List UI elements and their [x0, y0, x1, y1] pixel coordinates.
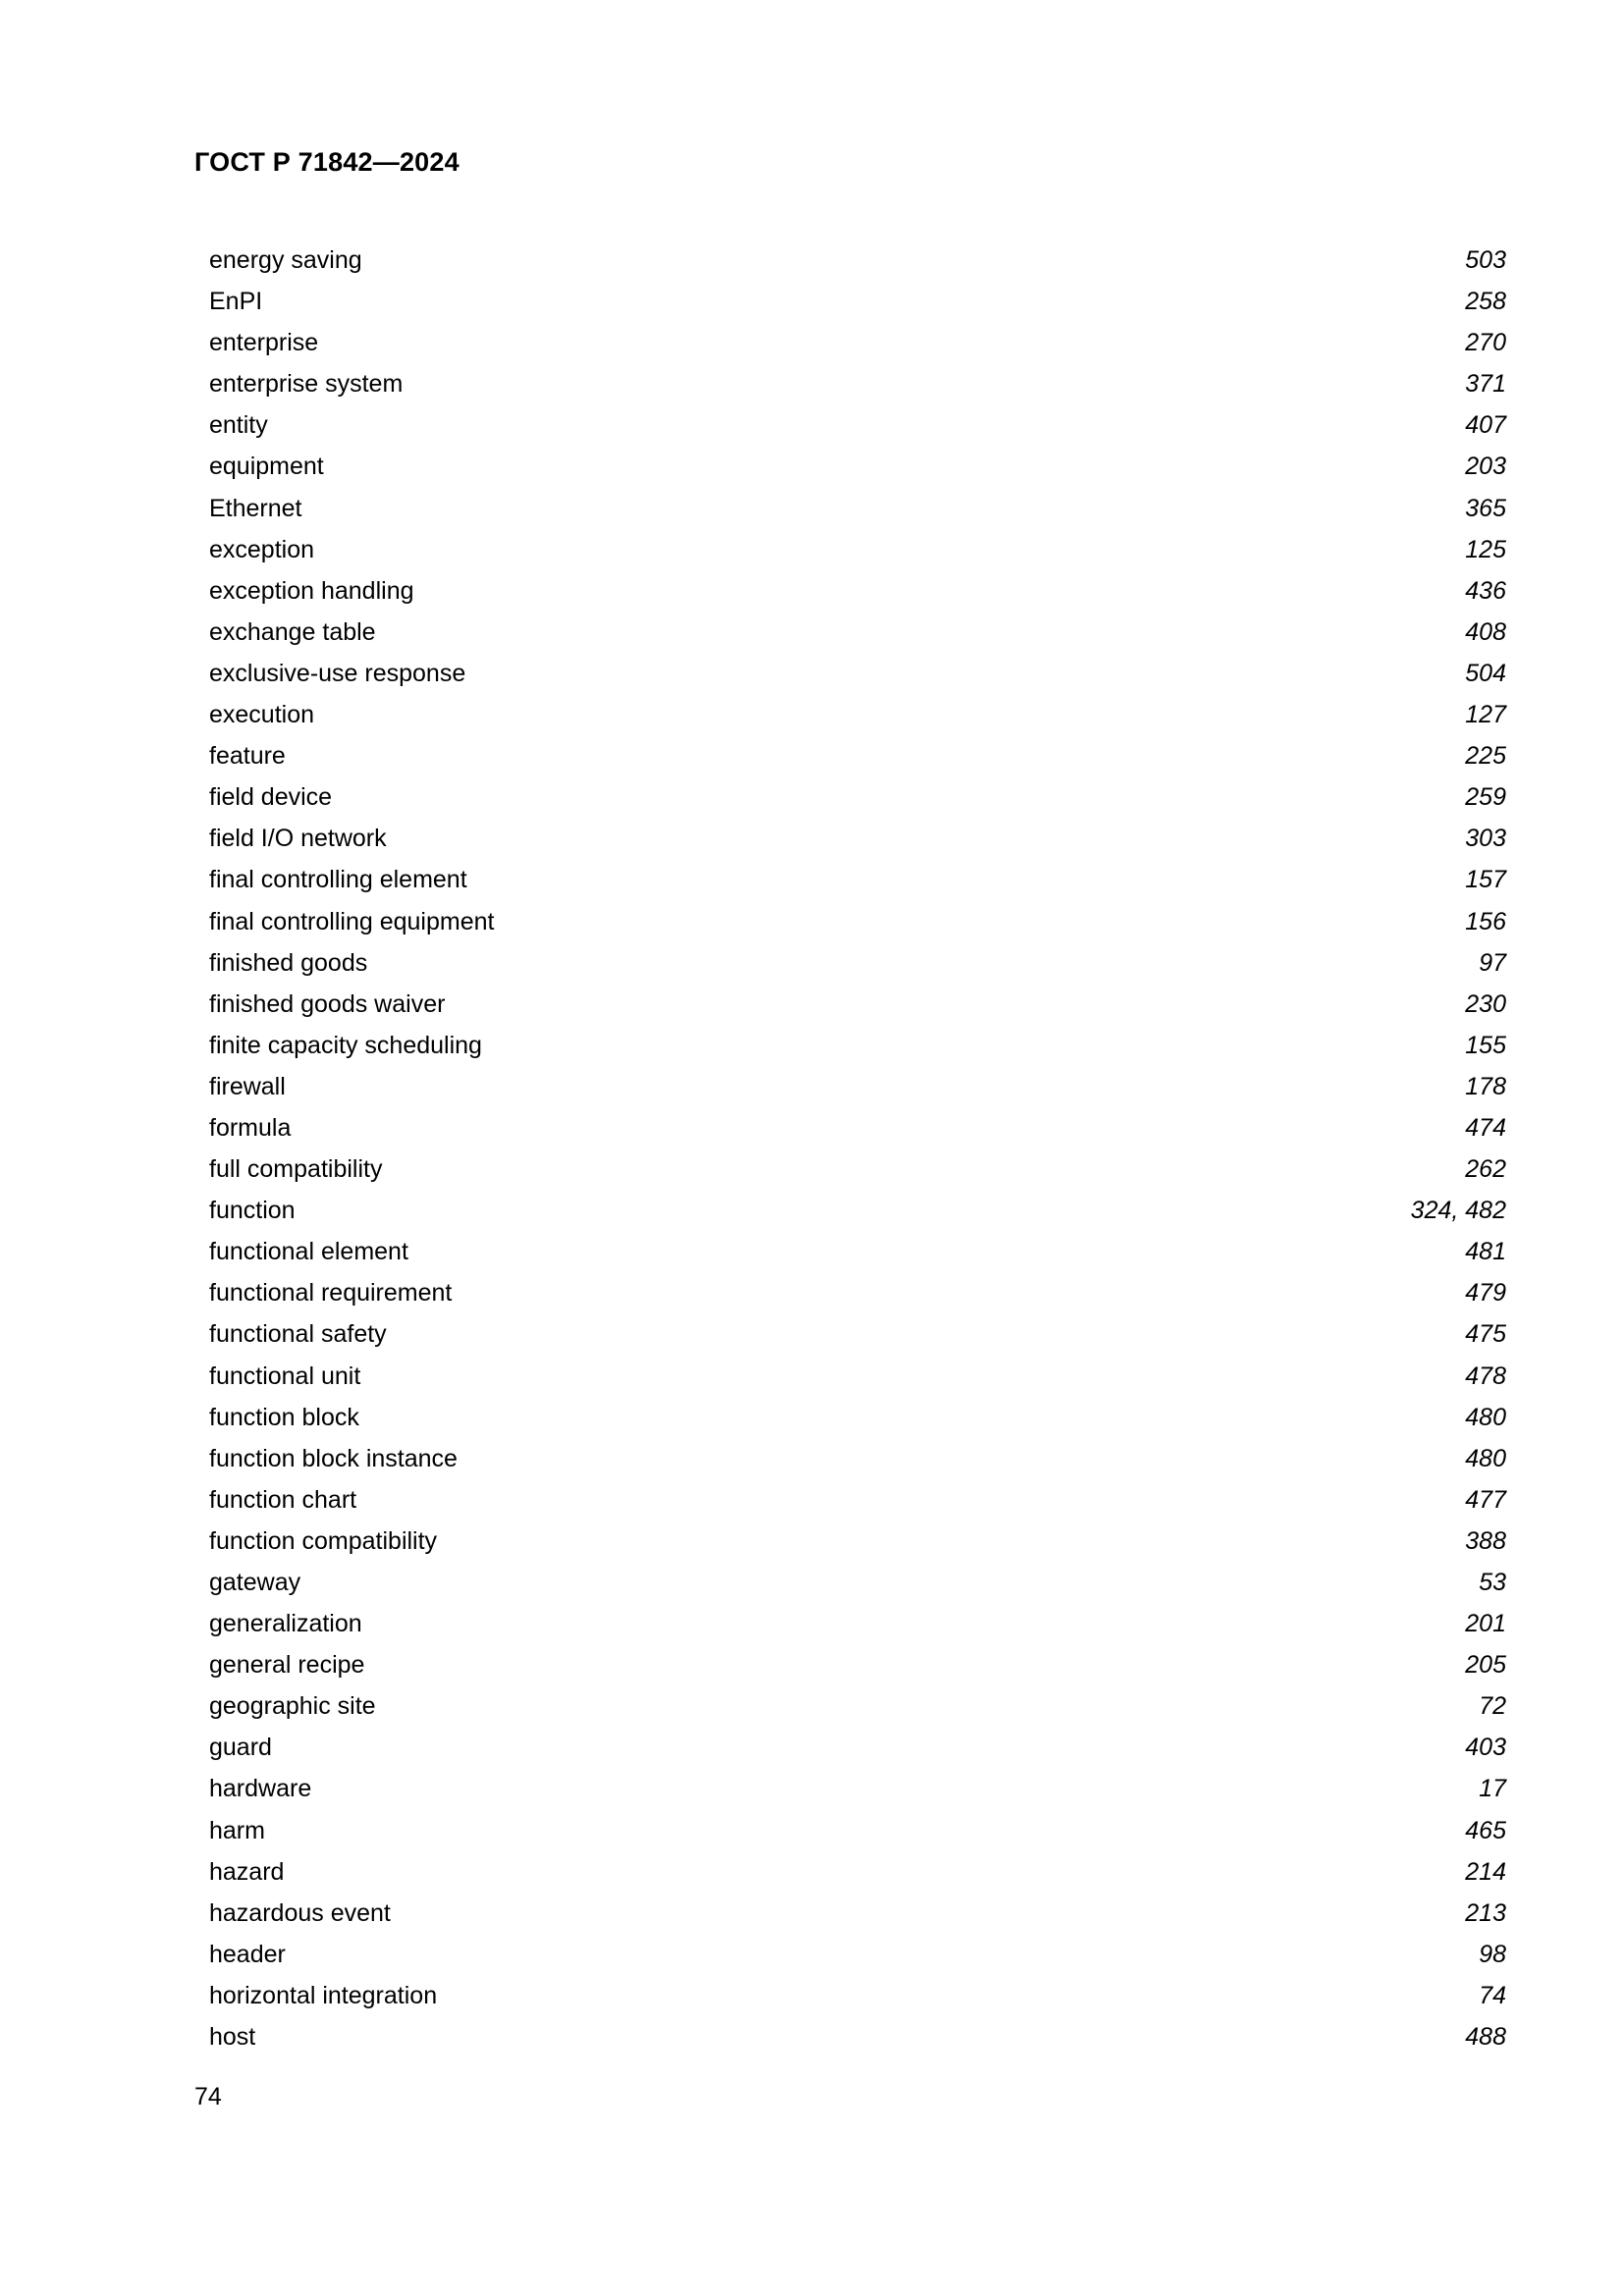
index-term: equipment — [209, 453, 324, 481]
index-entry — [209, 984, 1506, 1025]
index-reference: 213 — [1465, 1898, 1506, 1927]
index-reference: 53 — [1479, 1569, 1506, 1596]
index-term: final controlling equipment — [209, 907, 495, 935]
index-entry — [209, 1107, 1506, 1148]
index-entry — [209, 488, 1506, 529]
index-reference: 479 — [1465, 1279, 1506, 1308]
index-reference: 436 — [1465, 576, 1506, 605]
index-entry — [209, 1479, 1506, 1521]
document-header: ГОСТ Р 71842—2024 — [194, 147, 460, 177]
index-reference: 203 — [1465, 453, 1506, 481]
index-term: function — [209, 1197, 296, 1225]
index-entry — [209, 1975, 1506, 2016]
index-reference: 474 — [1465, 1113, 1506, 1142]
index-entry — [209, 1644, 1506, 1685]
index-reference: 504 — [1465, 659, 1506, 687]
index-term: geographic site — [209, 1692, 376, 1721]
index-reference: 262 — [1465, 1155, 1506, 1184]
index-entry — [209, 1603, 1506, 1644]
index-reference: 388 — [1465, 1526, 1506, 1555]
index-reference: 488 — [1465, 2023, 1506, 2052]
index-entry — [209, 2016, 1506, 2057]
index-entry — [209, 240, 1506, 281]
index-reference: 17 — [1479, 1775, 1506, 1803]
index-term: enterprise system — [209, 370, 404, 399]
index-term: function block instance — [209, 1444, 458, 1472]
index-term: function block — [209, 1403, 359, 1431]
index-term: exclusive-use response — [209, 659, 466, 687]
index-reference: 403 — [1465, 1734, 1506, 1762]
index-term: gateway — [209, 1569, 301, 1596]
index-term: EnPI — [209, 288, 263, 316]
index-entry — [209, 1190, 1506, 1231]
index-reference: 371 — [1465, 370, 1506, 399]
index-entry — [209, 1231, 1506, 1272]
index-term: field I/O network — [209, 825, 387, 853]
index-entry — [209, 1768, 1506, 1809]
index-term: function compatibility — [209, 1526, 438, 1555]
index-entry — [209, 735, 1506, 776]
index-term: full compatibility — [209, 1155, 383, 1184]
index-term: host — [209, 2023, 256, 2052]
index-reference: 407 — [1465, 411, 1506, 440]
index-term: functional unit — [209, 1362, 361, 1390]
index-entry — [209, 1025, 1506, 1066]
index-entry — [209, 322, 1506, 363]
index-entry — [209, 404, 1506, 446]
index-reference: 270 — [1465, 329, 1506, 357]
index-term: firewall — [209, 1072, 286, 1100]
index-term: harm — [209, 1816, 265, 1844]
index-term: finished goods waiver — [209, 989, 446, 1018]
index-term: finite capacity scheduling — [209, 1031, 482, 1059]
index-term: exchange table — [209, 617, 376, 646]
index-term: final controlling element — [209, 866, 467, 894]
index-reference: 324, 482 — [1410, 1197, 1506, 1225]
index-term: functional element — [209, 1238, 408, 1266]
index-reference: 156 — [1465, 907, 1506, 935]
index-term: finished goods — [209, 948, 368, 977]
index-entry — [209, 1272, 1506, 1313]
index-term: energy saving — [209, 246, 362, 274]
index-reference: 155 — [1465, 1031, 1506, 1059]
index-reference: 475 — [1465, 1320, 1506, 1349]
index-entry — [209, 1934, 1506, 1975]
index-reference: 178 — [1465, 1072, 1506, 1100]
index-entry — [209, 1851, 1506, 1893]
index-term: functional safety — [209, 1320, 387, 1349]
index-entry — [209, 859, 1506, 900]
index-term: general recipe — [209, 1651, 365, 1680]
index-entry — [209, 1066, 1506, 1107]
index-entry — [209, 1356, 1506, 1397]
index-entry — [209, 1685, 1506, 1727]
index-reference: 465 — [1465, 1816, 1506, 1844]
index-reference: 503 — [1465, 246, 1506, 274]
index-reference: 72 — [1479, 1692, 1506, 1721]
index-term: exception handling — [209, 576, 414, 605]
index-term: exception — [209, 535, 315, 563]
index-term: hazard — [209, 1857, 285, 1886]
index-reference: 477 — [1465, 1485, 1506, 1514]
index-entry — [209, 653, 1506, 694]
index-term: generalization — [209, 1610, 362, 1638]
index-reference: 125 — [1465, 535, 1506, 563]
index-entry — [209, 776, 1506, 818]
index-term: hazardous event — [209, 1898, 391, 1927]
index-term: execution — [209, 701, 315, 729]
index-entry — [209, 901, 1506, 942]
index-entry — [209, 281, 1506, 322]
index-term: function chart — [209, 1485, 357, 1514]
index-reference: 408 — [1465, 617, 1506, 646]
index-reference: 480 — [1465, 1403, 1506, 1431]
index-entry — [209, 363, 1506, 404]
index-entry — [209, 1148, 1506, 1190]
index-entry — [209, 1810, 1506, 1851]
index-reference: 230 — [1465, 989, 1506, 1018]
index-entry — [209, 942, 1506, 984]
index-reference: 365 — [1465, 494, 1506, 522]
index-entry — [209, 818, 1506, 859]
index-term: guard — [209, 1734, 272, 1762]
index-term: header — [209, 1940, 286, 1968]
index-reference: 480 — [1465, 1444, 1506, 1472]
index-entry — [209, 1562, 1506, 1603]
index-reference: 98 — [1479, 1940, 1506, 1968]
index-entry — [209, 694, 1506, 735]
index-term: enterprise — [209, 329, 319, 357]
index-entry — [209, 1397, 1506, 1438]
index-term: entity — [209, 411, 268, 440]
index-reference: 214 — [1465, 1857, 1506, 1886]
index-entry — [209, 529, 1506, 570]
index-term: formula — [209, 1113, 292, 1142]
index-reference: 201 — [1465, 1610, 1506, 1638]
index-term: horizontal integration — [209, 1981, 438, 2009]
index-entry — [209, 612, 1506, 653]
index-entry — [209, 446, 1506, 487]
page-number: 74 — [194, 2083, 222, 2110]
index-reference: 97 — [1479, 948, 1506, 977]
index-entry — [209, 1727, 1506, 1768]
index-entry — [209, 1893, 1506, 1934]
index-reference: 478 — [1465, 1362, 1506, 1390]
index-entry — [209, 1313, 1506, 1355]
index-reference: 258 — [1465, 288, 1506, 316]
index-reference: 205 — [1465, 1651, 1506, 1680]
index-entry — [209, 1521, 1506, 1562]
index-term: feature — [209, 742, 286, 771]
index-entry — [209, 570, 1506, 612]
index-reference: 157 — [1465, 866, 1506, 894]
index-term: functional requirement — [209, 1279, 453, 1308]
index-reference: 481 — [1465, 1238, 1506, 1266]
index-term: field device — [209, 783, 333, 812]
index-reference: 127 — [1465, 701, 1506, 729]
index-reference: 74 — [1479, 1981, 1506, 2009]
index-term: hardware — [209, 1775, 312, 1803]
index-reference: 225 — [1465, 742, 1506, 771]
index-reference: 259 — [1465, 783, 1506, 812]
index-list — [209, 240, 1506, 2057]
index-entry — [209, 1438, 1506, 1479]
index-reference: 303 — [1465, 825, 1506, 853]
index-term: Ethernet — [209, 494, 302, 522]
